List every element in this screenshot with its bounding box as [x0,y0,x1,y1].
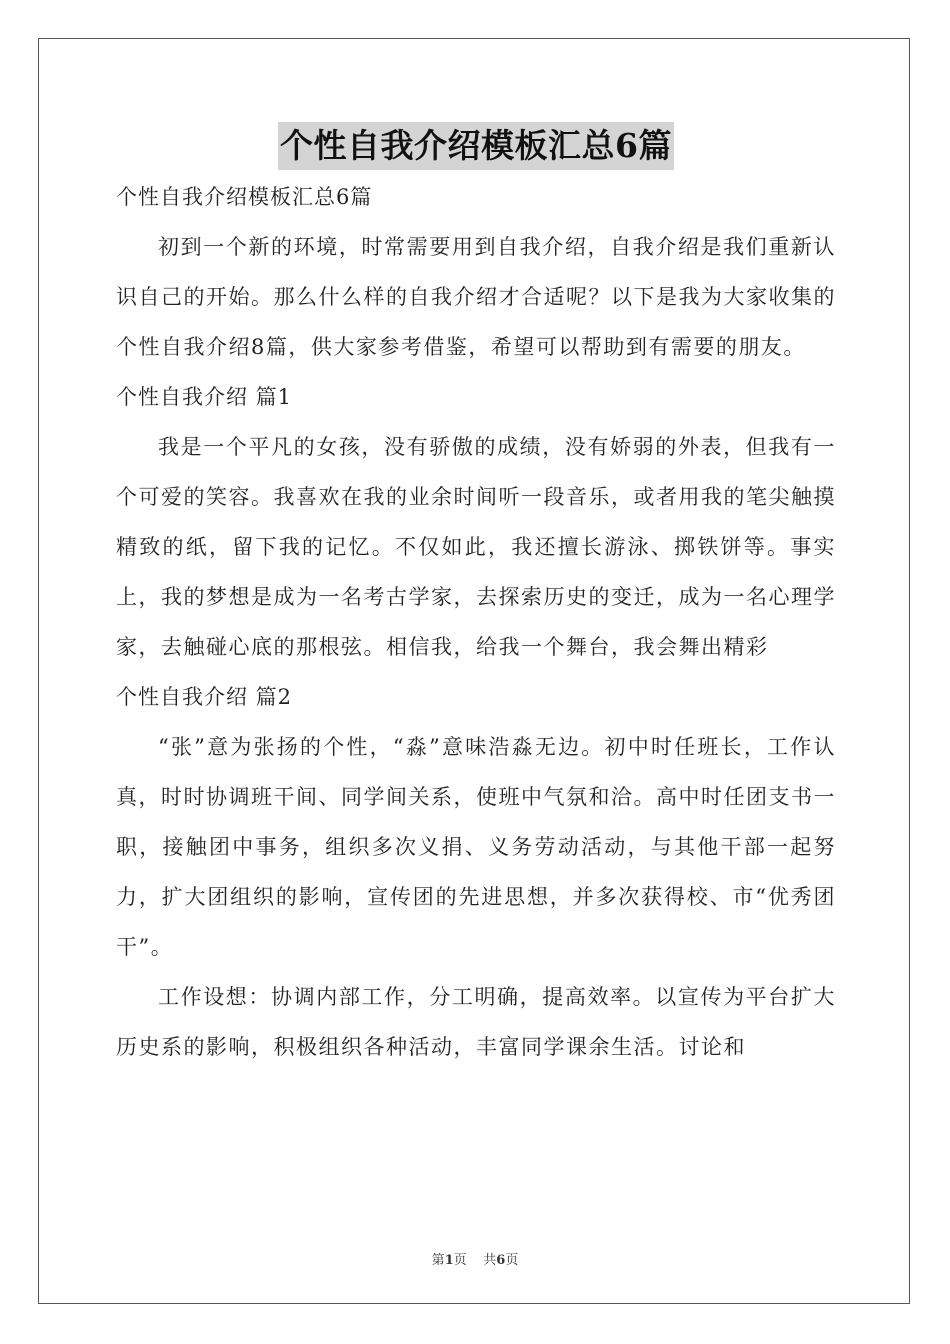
page-footer [0,1249,950,1268]
page-total: 6 [496,1253,506,1268]
document-title: 个性自我介绍模板汇总6篇 [278,122,674,170]
section-1-paragraph-1: 我是一个平凡的女孩，没有骄傲的成绩，没有娇弱的外表，但我有一个可爱的笑容。我喜欢在我的业余时间听一段音乐，或者用我的笔尖触摸精致的纸，留下我的记忆。不仅如此，我还擅长游泳、掷铁饼等。事实上，我的梦想是成为一名考古学家，去探索历史的变迁，成为一名心理学家，去触碰心底的那根弦。相信我，给我一个舞台，我会舞出精彩 [116,435,836,659]
section-heading-2: 个性自我介绍 篇2 [116,685,293,709]
section-2-paragraph-2: 工作设想：协调内部工作，分工明确，提高效率。以宣传为平台扩大历史系的影响，积极组织各种活动，丰富同学课余生活。讨论和 [116,985,836,1059]
section-heading-1: 个性自我介绍 篇1 [116,385,293,409]
document-body [116,122,836,1072]
section-2-paragraph-1: “张”意为张扬的个性，“淼”意味浩淼无边。初中时任班长，工作认真，时时协调班干间、同学间关系，使班中气氛和洽。高中时任团支书一职，接触团中事务，组织多次义捐、义务劳动活动，与其他干部一起努力，扩大团组织的影响，宣传团的先进思想，并多次获得校、市“优秀团干”。 [116,735,836,959]
page-suffix: 页 [505,1253,519,1268]
intro-paragraph: 初到一个新的环境，时常需要用到自我介绍，自我介绍是我们重新认识自己的开始。那么什么样的自我介绍才合适呢？以下是我为大家收集的个性自我介绍8篇，供大家参考借鉴，希望可以帮助到有需要的朋友。 [116,235,836,359]
page-mid: 页 共 [453,1253,497,1268]
page-prefix: 第 [431,1253,445,1268]
page-current: 1 [444,1253,454,1268]
document-subtitle: 个性自我介绍模板汇总6篇 [116,185,373,209]
title-block [116,122,836,170]
